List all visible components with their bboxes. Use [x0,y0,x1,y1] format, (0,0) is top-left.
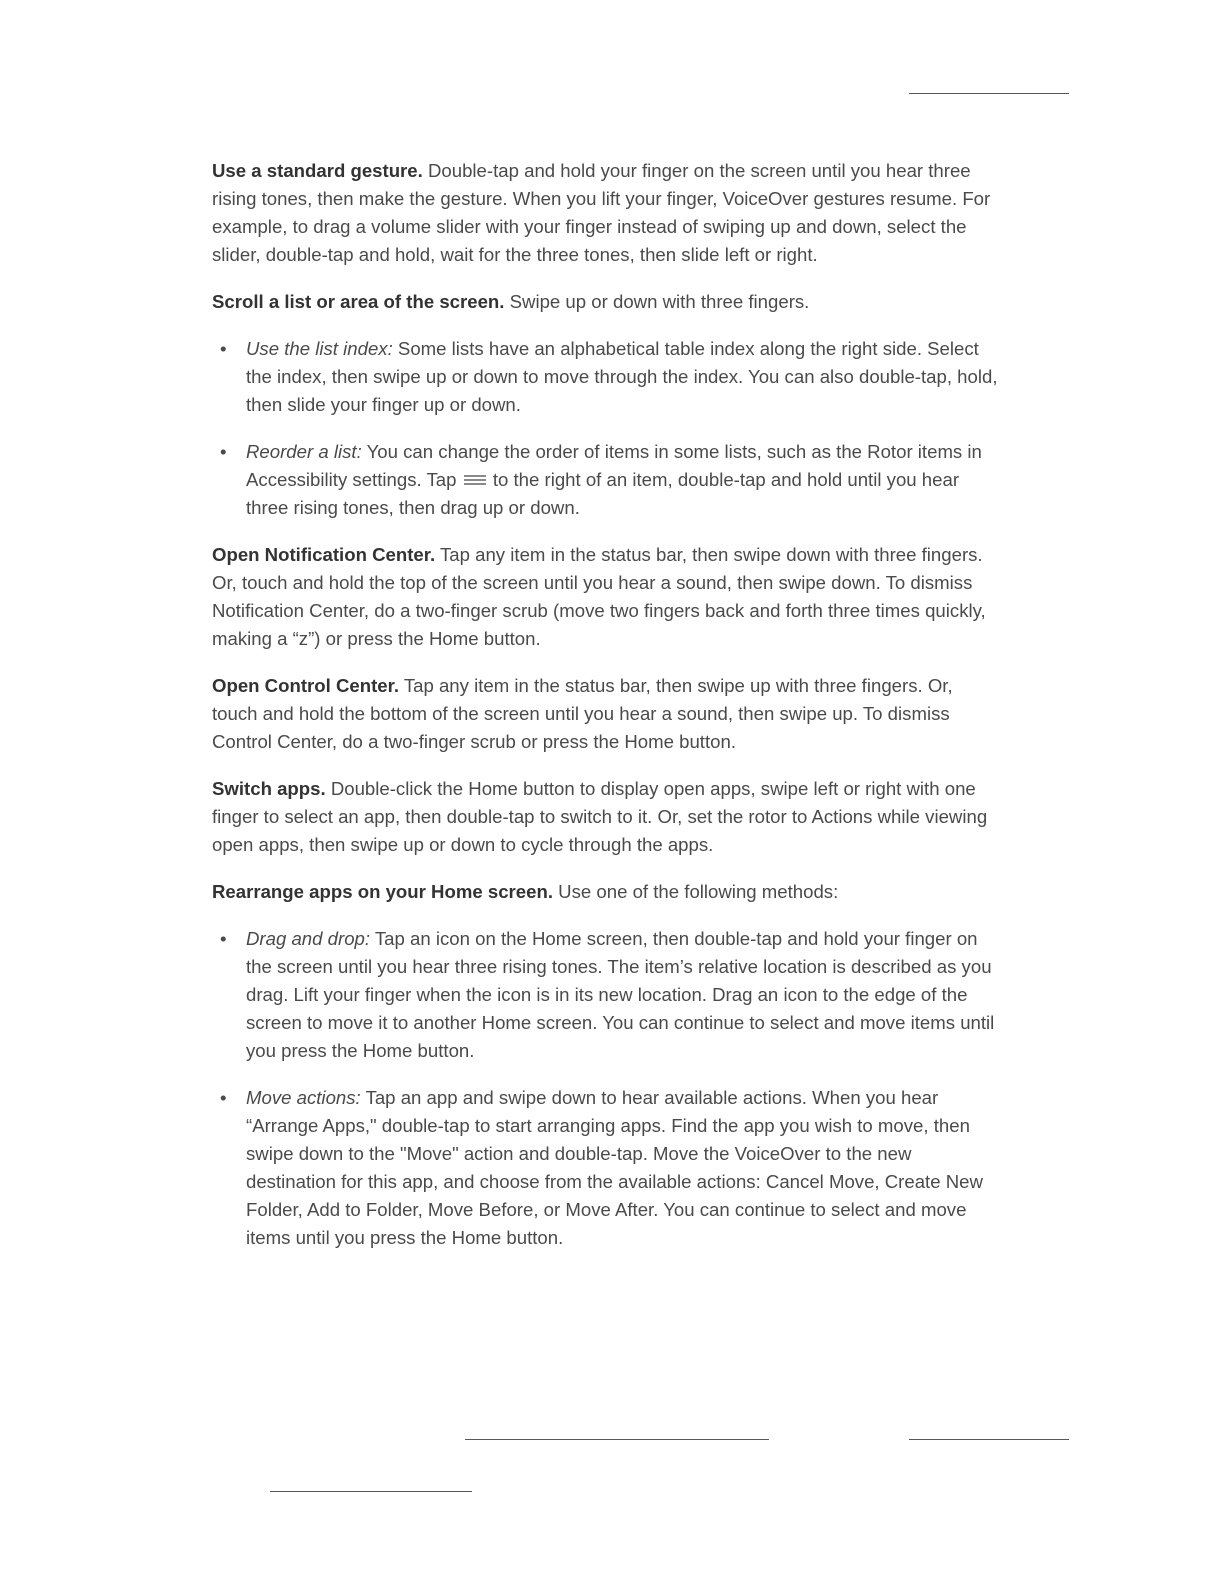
heading-standard-gesture: Use a standard gesture. [212,160,423,181]
rearrange-bullet-list [212,925,1002,1252]
term-drag-drop: Drag and drop: [246,928,371,949]
paragraph-rearrange [212,878,1002,906]
text-control-center: Tap any item in the status bar, then swipe up with three fingers. Or, touch and hold the bottom of the screen until you hear a sound, then swipe up. To dismiss Control Center, do a two-finger scrub or press the Home button. [212,675,953,752]
text-switch-apps: Double-click the Home button to display open apps, swipe left or right with one finger to select an app, then double-tap to switch to it. Or, set the rotor to Actions while viewing open apps, then swipe up or down to cycle through the apps. [212,778,988,855]
list-item-reorder [246,438,1002,522]
paragraph-scroll [212,288,1002,316]
scroll-bullet-list [212,335,1002,522]
document-body [212,157,1002,1271]
term-list-index: Use the list index: [246,338,393,359]
text-move-actions: Tap an app and swipe down to hear available actions. When you hear “Arrange Apps," double-tap to start arranging apps. Find the app you wish to move, then swipe down to the "Move" action and double-tap. Move the VoiceOver to the new destination for this app, and choose from the available actions: Cancel Move, Create New Folder, Add to Folder, Move Before, or Move After. You can continue to select and move items until you press the Home button. [246,1087,983,1248]
paragraph-switch-apps [212,775,1002,859]
text-rearrange: Use one of the following methods: [553,881,839,902]
list-item-drag-drop [246,925,1002,1065]
text-list-index: Some lists have an alphabetical table index along the right side. Select the index, then swipe up or down to move through the index. You can also double-tap, hold, then slide your finger up or down. [246,338,998,415]
heading-switch-apps: Switch apps. [212,778,326,799]
paragraph-notification-center [212,541,1002,653]
text-reorder-before: You can change the order of items in some lists, such as the Rotor items in Accessibility settings. Tap [246,441,982,490]
footer-link-underline-2[interactable] [909,1439,1069,1440]
heading-rearrange: Rearrange apps on your Home screen. [212,881,553,902]
footer-link-underline-3[interactable] [270,1491,472,1492]
header-link-underline[interactable] [909,93,1069,94]
paragraph-standard-gesture [212,157,1002,269]
heading-notification-center: Open Notification Center. [212,544,436,565]
term-reorder: Reorder a list: [246,441,362,462]
list-item-list-index [246,335,1002,419]
text-scroll: Swipe up or down with three fingers. [504,291,810,312]
list-item-move-actions [246,1084,1002,1252]
text-standard-gesture: Double-tap and hold your finger on the screen until you hear three rising tones, then make the gesture. When you lift your finger, VoiceOver gestures resume. For example, to drag a volume slider with your finger instead of swiping up and down, select the slider, double-tap and hold, wait for the three tones, then slide left or right. [212,160,991,265]
paragraph-control-center [212,672,1002,756]
text-drag-drop: Tap an icon on the Home screen, then double-tap and hold your finger on the screen until you hear three rising tones. The item’s relative location is described as you drag. Lift your finger when the icon is in its new location. Drag an icon to the edge of the screen to move it to another Home screen. You can continue to select and move items until you press the Home button. [246,928,995,1061]
text-reorder-after: to the right of an item, double-tap and hold until you hear three rising tones, then drag up or down. [246,469,960,518]
reorder-grip-icon [464,475,486,485]
term-move-actions: Move actions: [246,1087,361,1108]
heading-control-center: Open Control Center. [212,675,399,696]
text-notification-center: Tap any item in the status bar, then swipe down with three fingers. Or, touch and hold the top of the screen until you hear a sound, then swipe down. To dismiss Notification Center, do a two-finger scrub (move two fingers back and forth three times quickly, making a “z”) or press the Home button. [212,544,986,649]
footer-link-underline-1[interactable] [465,1439,769,1440]
heading-scroll: Scroll a list or area of the screen. [212,291,505,312]
